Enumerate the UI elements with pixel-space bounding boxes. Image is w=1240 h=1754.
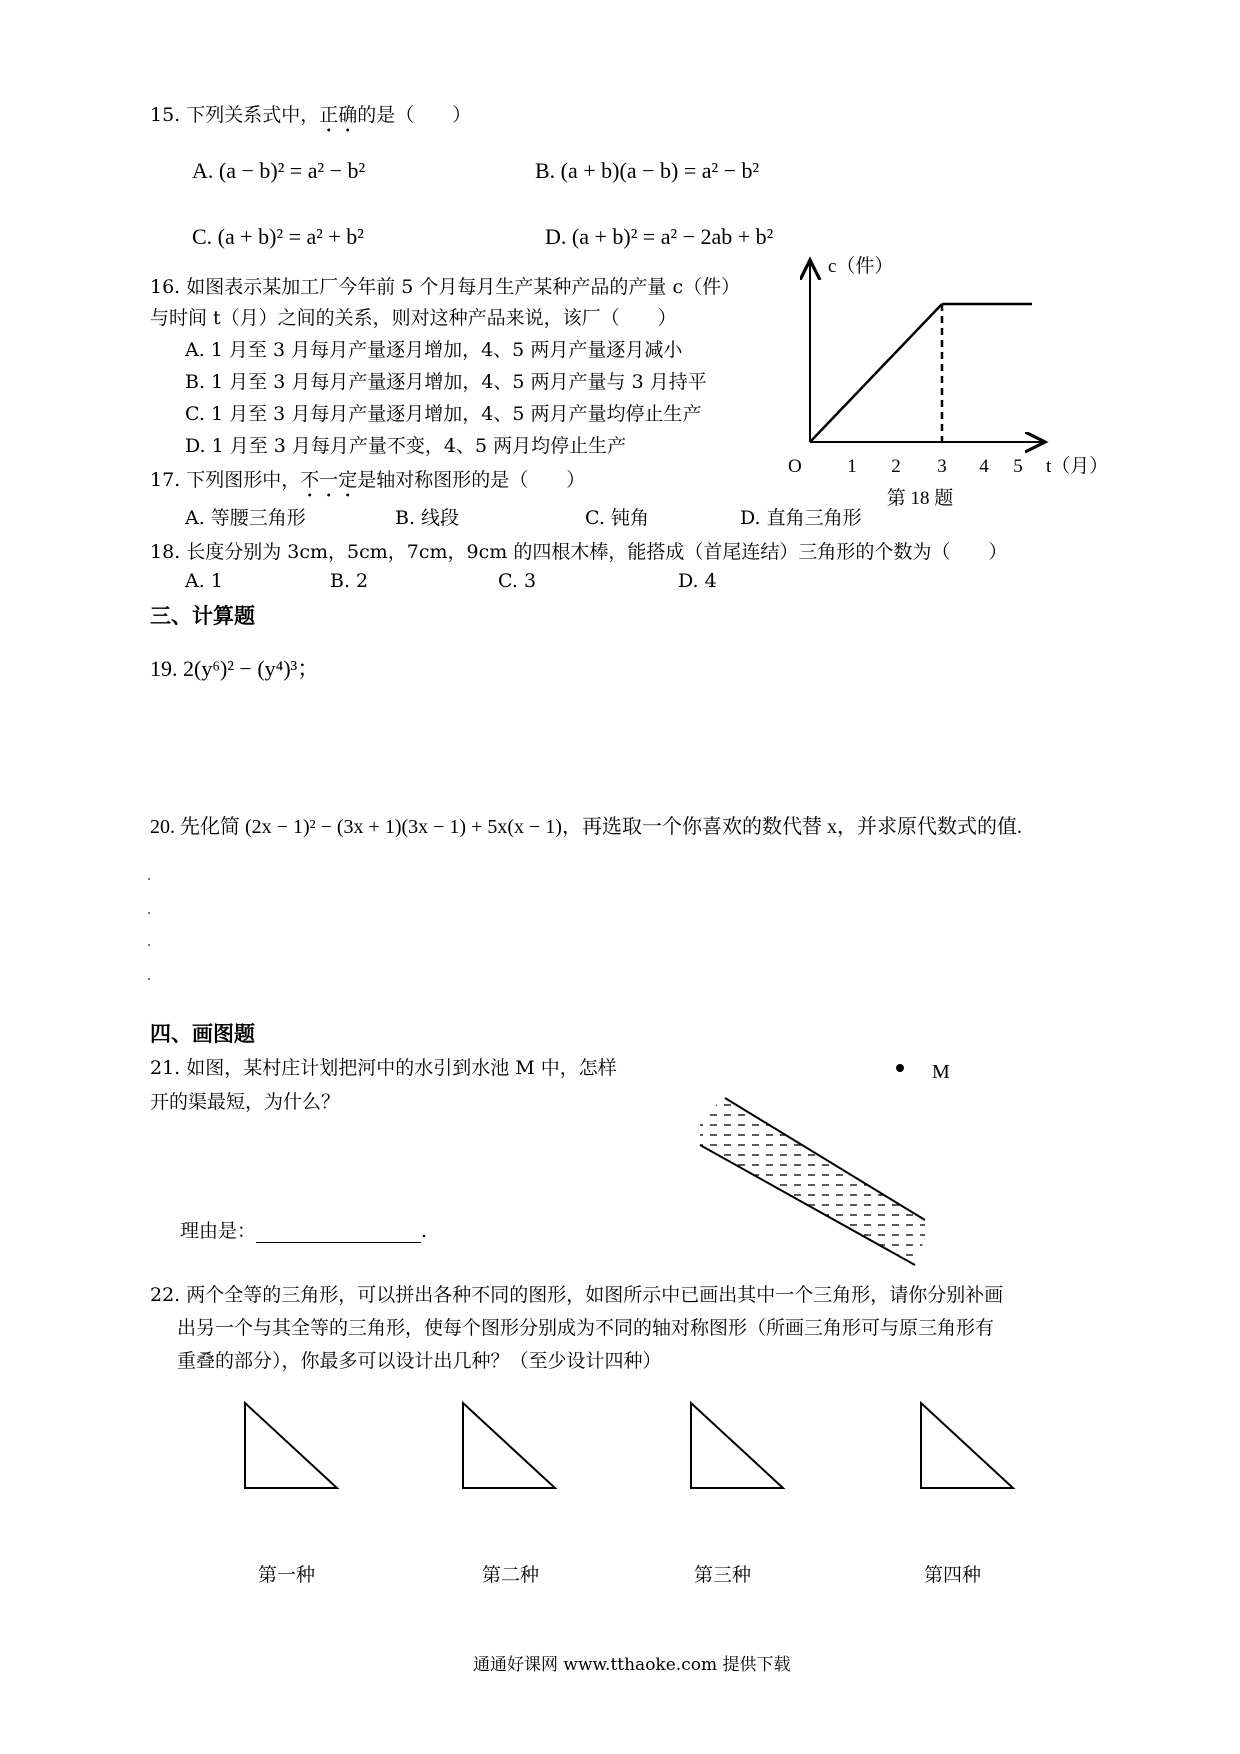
rising-segment	[810, 304, 942, 442]
triangle-4	[921, 1403, 1013, 1488]
q15-option-a: A. (a − b)² = a² − b²	[192, 158, 366, 183]
q16-option-b: B. 1 月至 3 月每月产量逐月增加，4、5 两月产量与 3 月持平	[185, 371, 707, 393]
graph-caption: 第 18 题	[886, 488, 954, 509]
q22-line1: 22. 两个全等的三角形，可以拼出各种不同的图形，如图所示中已画出其中一个三角形，请你分别补画	[150, 1284, 1004, 1306]
production-graph	[770, 250, 1110, 515]
scan-dot	[148, 912, 150, 914]
q19: 19. 2(y⁶)² − (y⁴)³；	[150, 656, 320, 681]
triangle-3	[691, 1403, 783, 1488]
q21-reason: 理由是： .	[180, 1220, 428, 1242]
q16-option-d: D. 1 月至 3 月每月产量不变，4、5 两月均停止生产	[185, 435, 627, 457]
scan-dot	[148, 944, 150, 946]
x-tick-5: 5	[1013, 456, 1023, 477]
section-4-heading: 四、画图题	[150, 1022, 255, 1046]
river-diagram	[680, 1050, 960, 1280]
x-axis-label: t（月）	[1046, 456, 1109, 477]
q22-line3: 重叠的部分），你最多可以设计出几种？（至少设计四种）	[177, 1350, 662, 1372]
label-fourth: 第四种	[924, 1564, 982, 1586]
label-second: 第二种	[482, 1564, 540, 1586]
origin-label: O	[788, 456, 802, 477]
q17-option-b: B. 线段	[395, 507, 460, 529]
q18-option-c: C. 3	[498, 570, 537, 592]
x-tick-2: 2	[891, 456, 901, 477]
pool-m-label: M	[932, 1061, 950, 1083]
x-tick-1: 1	[847, 456, 857, 477]
q21-line1: 21. 如图，某村庄计划把河中的水引到水池 M 中，怎样	[150, 1057, 617, 1079]
x-tick-3: 3	[937, 456, 947, 477]
q15-option-c: C. (a + b)² = a² + b²	[192, 224, 364, 249]
q21-line2: 开的渠最短，为什么？	[150, 1091, 341, 1113]
q15-stem: 15. 下列关系式中，正确的是（ ）	[150, 104, 472, 126]
x-tick-4: 4	[979, 456, 989, 477]
q17-option-c: C. 钝角	[585, 507, 649, 529]
y-axis-label: c（件）	[828, 256, 894, 277]
q18-option-a: A. 1	[185, 570, 223, 592]
q15-option-b: B. (a + b)(a − b) = a² − b²	[535, 158, 760, 183]
pool-m-point	[896, 1064, 904, 1072]
q17-option-d: D. 直角三角形	[740, 507, 862, 529]
q18-stem: 18. 长度分别为 3cm，5cm，7cm，9cm 的四根木棒，能搭成（首尾连结）三角形的个数为（ ）	[150, 541, 1008, 563]
triangle-1	[245, 1403, 337, 1488]
triangle-row	[240, 1398, 1140, 1498]
scan-dot	[148, 878, 150, 880]
q16-line2: 与时间 t（月）之间的关系，则对这种产品来说，该厂（ ）	[150, 307, 677, 329]
q22-line2: 出另一个与其全等的三角形，使每个图形分别成为不同的轴对称图形（所画三角形可与原三角形有	[177, 1317, 995, 1339]
river-water	[700, 1098, 925, 1238]
q16-option-a: A. 1 月至 3 月每月产量逐月增加，4、5 两月产量逐月减小	[185, 339, 683, 361]
q15-option-d: D. (a + b)² = a² − 2ab + b²	[545, 224, 774, 249]
q20: 20. 先化简 (2x − 1)² − (3x + 1)(3x − 1) + 5x(x − 1)，再选取一个你喜欢的数代替 x，并求原代数式的值.	[150, 816, 1022, 838]
label-first: 第一种	[258, 1564, 316, 1586]
q18-option-b: B. 2	[330, 570, 369, 592]
x-ticks	[847, 456, 1023, 477]
q18-option-d: D. 4	[678, 570, 717, 592]
label-third: 第三种	[694, 1564, 752, 1586]
q17-option-a: A. 等腰三角形	[185, 507, 306, 529]
scan-dot	[148, 978, 150, 980]
reason-blank[interactable]	[256, 1222, 421, 1243]
triangle-2	[463, 1403, 555, 1488]
q17-stem: 17. 下列图形中，不一定是轴对称图形的是（ ）	[150, 469, 586, 491]
q16-line1: 16. 如图表示某加工厂今年前 5 个月每月生产某种产品的产量 c（件）	[150, 276, 741, 298]
footer: 通通好课网 www.tthaoke.com 提供下载	[473, 1655, 791, 1675]
q16-option-c: C. 1 月至 3 月每月产量逐月增加，4、5 两月产量均停止生产	[185, 403, 702, 425]
section-3-heading: 三、计算题	[150, 604, 255, 628]
